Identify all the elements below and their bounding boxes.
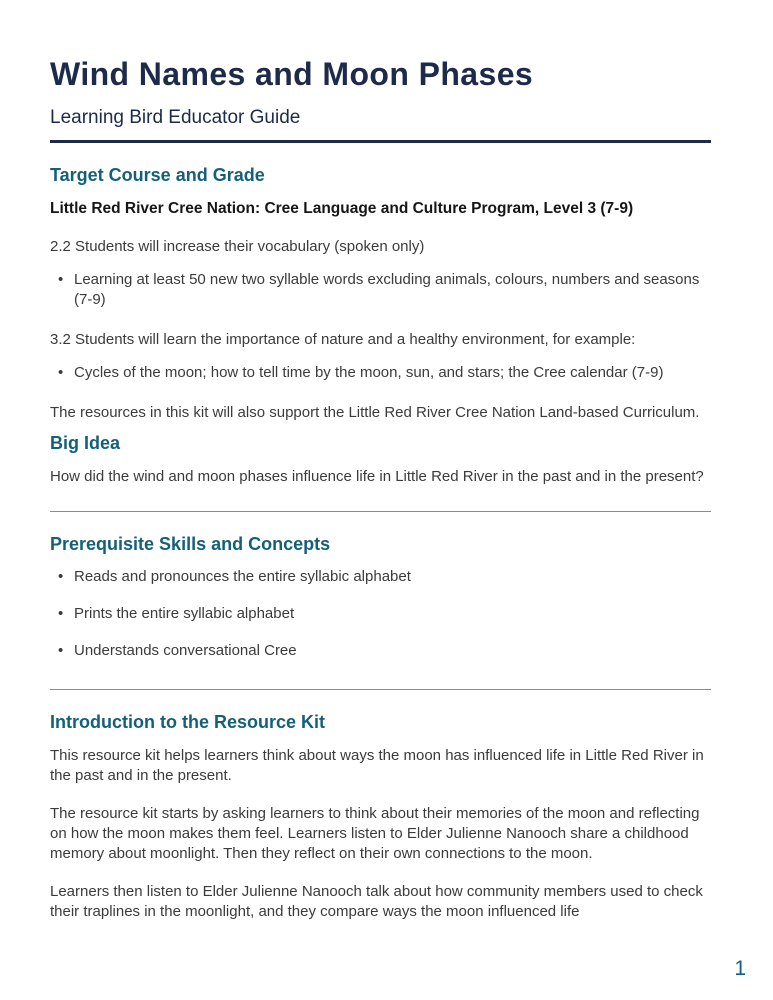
paragraph: The resources in this kit will also support the Little Red River Cree Nation Land-based Curriculum. [50,404,700,421]
page-title: Wind Names and Moon Phases [50,56,534,92]
paragraph: 3.2 Students will learn the importance of nature and a healthy environment, for example: [50,331,636,348]
bullet-text: Prints the entire syllabic alphabet [74,605,295,622]
bullet-text: Understands conversational Cree [74,642,297,659]
bullet-item [50,567,711,587]
section-prerequisites [50,534,711,661]
paragraph: The resource kit starts by asking learners to think about their memories of the moon and reflecting on how the moon makes them feel. Learners listen to Elder Julienne Nanooch share a childhood memory about moonlight. Then they reflect on their own connections to the moon. [50,805,700,862]
title-divider [50,140,711,143]
section-introduction [50,712,711,922]
section-heading: Big Idea [50,433,121,453]
paragraph: 2.2 Students will increase their vocabulary (spoken only) [50,238,425,255]
bullet-icon: • [58,605,64,622]
section-target-course [50,165,711,423]
bullet-icon: • [58,642,64,659]
section-heading: Prerequisite Skills and Concepts [50,534,331,554]
bullet-item [50,270,711,310]
bullet-icon: • [58,271,64,288]
bullet-text: Learning at least 50 new two syllable words excluding animals, colours, numbers and seasons (7-9) [74,271,700,308]
page-subtitle: Learning Bird Educator Guide [50,107,301,128]
bullet-item [50,641,711,661]
section-heading: Target Course and Grade [50,165,265,185]
bullet-item [50,604,711,624]
section-big-idea [50,433,711,487]
course-subheading: Little Red River Cree Nation: Cree Language and Culture Program, Level 3 (7-9) [50,200,634,217]
bullet-text: Cycles of the moon; how to tell time by the moon, sun, and stars; the Cree calendar (7-9) [74,364,664,381]
paragraph: This resource kit helps learners think about ways the moon has influenced life in Little Red River in the past and in the present. [50,747,704,784]
section-divider [50,511,711,512]
bullet-icon: • [58,568,64,585]
bullet-text: Reads and pronounces the entire syllabic alphabet [74,568,411,585]
bullet-item [50,363,711,383]
section-divider [50,689,711,690]
bullet-icon: • [58,364,64,381]
section-heading: Introduction to the Resource Kit [50,712,326,732]
paragraph: Learners then listen to Elder Julienne Nanooch talk about how community members used to check their traplines in the moonlight, and they compare ways the moon influenced life [50,883,703,920]
page-number: 1 [734,957,746,980]
paragraph: How did the wind and moon phases influence life in Little Red River in the past and in the present? [50,468,704,485]
